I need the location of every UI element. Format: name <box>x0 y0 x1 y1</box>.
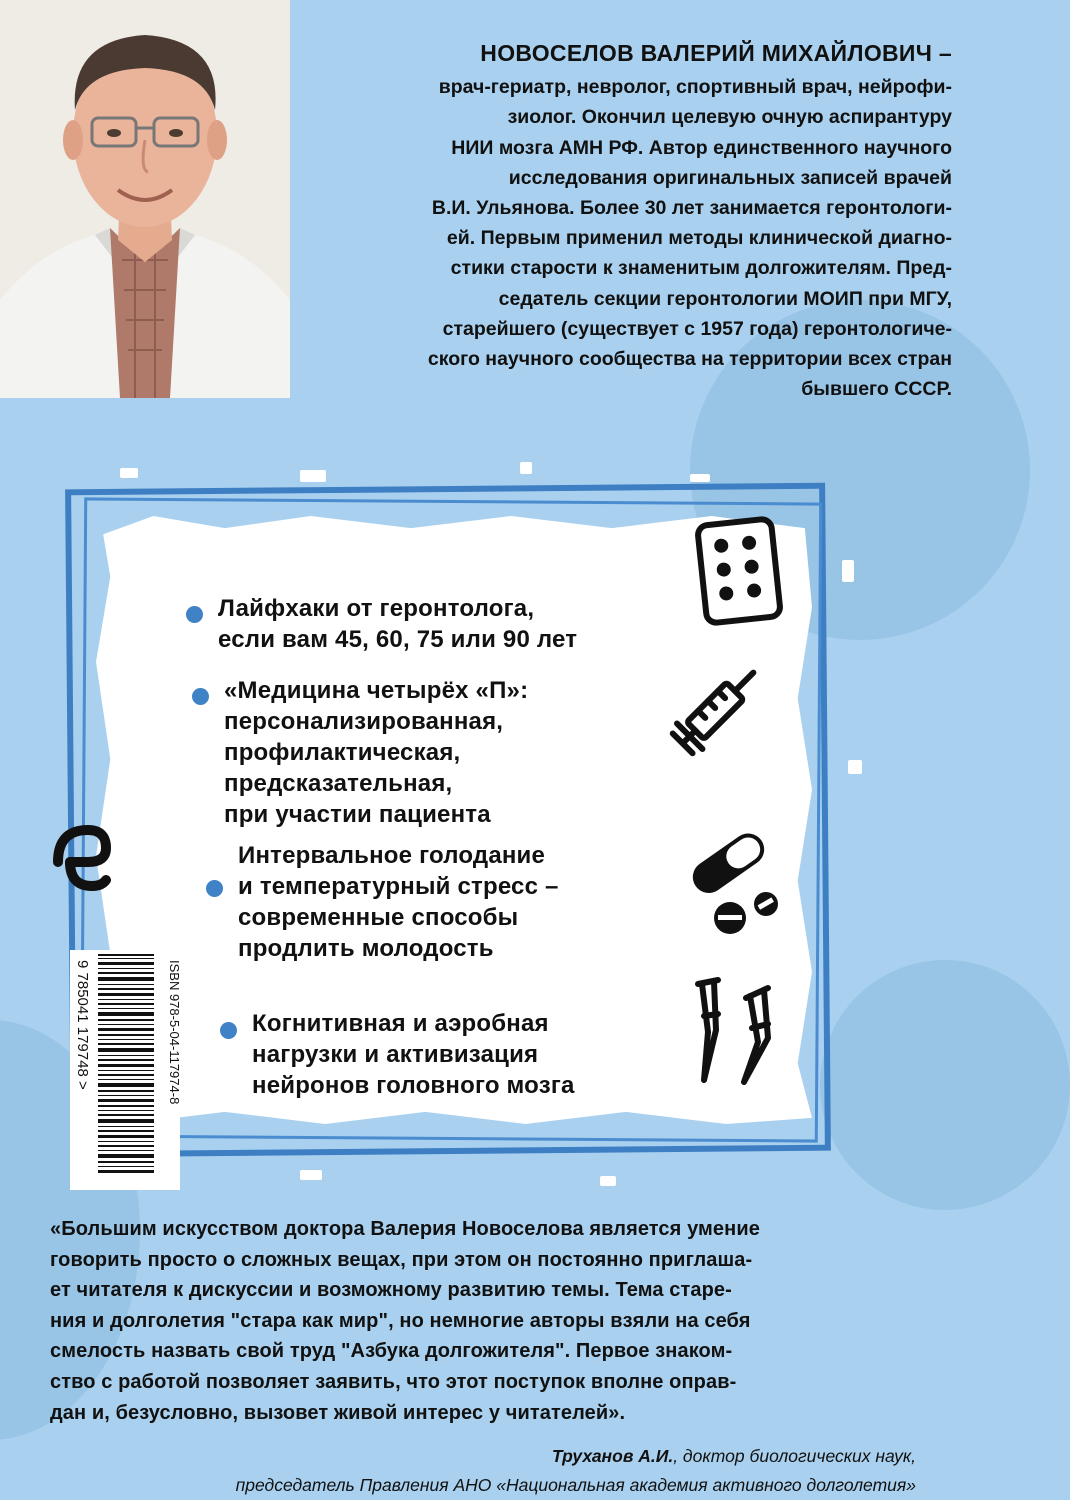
author-bio <box>312 38 952 404</box>
quote-line: ния и долголетия "стара как мир", но немногие авторы взяли на себя <box>50 1309 751 1332</box>
bio-line: НИИ мозга АМН РФ. Автор единственного научного <box>451 136 952 159</box>
quote-author-name: Труханов А.И. <box>551 1446 674 1466</box>
bio-line: В.И. Ульянова. Более 30 лет занимается геронтологи- <box>431 197 952 220</box>
highlight-line: современные способы <box>238 904 519 931</box>
highlight-line: «Медицина четырёх «П»: <box>224 677 529 704</box>
highlight-item <box>224 675 528 830</box>
highlight-line: нагрузки и активизация <box>252 1041 539 1068</box>
author-photo <box>0 0 290 398</box>
barcode-digits: 9 785041 179748 > <box>74 960 91 1090</box>
bio-line: зиолог. Окончил целевую очную аспирантуру <box>507 106 952 129</box>
quote-line: смелость назвать свой труд "Азбука долгожителя". Первое знаком- <box>50 1340 733 1363</box>
highlight-line: продлить молодость <box>238 935 494 962</box>
background-blob <box>820 960 1070 1210</box>
quote-line: ет читателя к дискуссии и возможному развитию темы. Тема старе- <box>50 1279 732 1302</box>
highlight-line: персонализированная, <box>224 708 504 735</box>
bullet-dot <box>206 880 223 897</box>
isbn-barcode <box>70 950 180 1190</box>
bio-line: ей. Первым применил методы клинической диагно- <box>446 227 952 250</box>
bio-line: стики старости к знаменитым долгожителям. Пред- <box>450 257 952 280</box>
quote-line: ство с работой позволяет заявить, что этот поступок вполне оправ- <box>50 1370 737 1393</box>
highlight-line: предсказательная, <box>224 770 453 797</box>
paint-speck <box>300 1170 322 1180</box>
publisher-logo-icon <box>48 822 112 902</box>
highlight-line: при участии пациента <box>224 801 491 828</box>
bio-line: седатель секции геронтологии МОИП при МГУ, <box>498 287 952 310</box>
quote-author-title: , доктор биологических наук, <box>673 1446 916 1466</box>
paint-speck <box>520 462 532 474</box>
paint-speck <box>848 760 862 774</box>
highlight-line: профилактическая, <box>224 739 461 766</box>
author-name: НОВОСЕЛОВ ВАЛЕРИЙ МИХАЙЛОВИЧ – <box>480 40 952 66</box>
bio-line: бывшего СССР. <box>801 378 952 401</box>
highlight-item <box>218 593 577 655</box>
quote-author-position: председатель Правления АНО «Национальная академия активного долголетия» <box>235 1475 916 1495</box>
paint-speck <box>690 474 710 482</box>
highlight-line: Когнитивная и аэробная <box>252 1010 549 1037</box>
bullet-dot <box>186 606 203 623</box>
pill-blister-icon <box>696 516 782 626</box>
paint-speck <box>842 560 854 582</box>
paint-speck <box>300 470 326 482</box>
highlight-line: если вам 45, 60, 75 или 90 лет <box>218 626 578 653</box>
quote-line: «Большим искусством доктора Валерия Новоселова является умение <box>50 1218 760 1240</box>
review-quote <box>50 1214 930 1428</box>
bullet-dot <box>192 688 209 705</box>
highlight-item <box>238 840 559 964</box>
bio-line: врач-гериатр, невролог, спортивный врач, нейрофи- <box>438 76 952 99</box>
bio-line: старейшего (существует с 1957 года) геронтологиче- <box>442 317 952 340</box>
bullet-dot <box>220 1022 237 1039</box>
highlight-item <box>252 1008 575 1101</box>
quote-line: дан и, безусловно, вызовет живой интерес у читателей». <box>50 1401 626 1424</box>
crutches-icon <box>684 972 788 1090</box>
isbn-text: ISBN 978-5-04-117974-8 <box>167 960 182 1105</box>
paint-speck <box>600 1176 616 1186</box>
bio-line: исследования оригинальных записей врачей <box>508 166 952 189</box>
highlight-line: и температурный стресс – <box>238 873 559 900</box>
syringe-icon <box>660 654 776 762</box>
quote-signature <box>236 1442 916 1500</box>
highlight-line: Интервальное голодание <box>238 842 546 869</box>
bio-line: ского научного сообщества на территории всех стран <box>427 348 952 371</box>
highlight-line: Лайфхаки от геронтолога, <box>218 595 535 622</box>
highlight-line: нейронов головного мозга <box>252 1072 575 1099</box>
capsules-icon <box>678 826 782 942</box>
quote-line: говорить просто о сложных вещах, при этом он постоянно приглаша- <box>50 1248 753 1271</box>
paint-speck <box>120 468 138 478</box>
